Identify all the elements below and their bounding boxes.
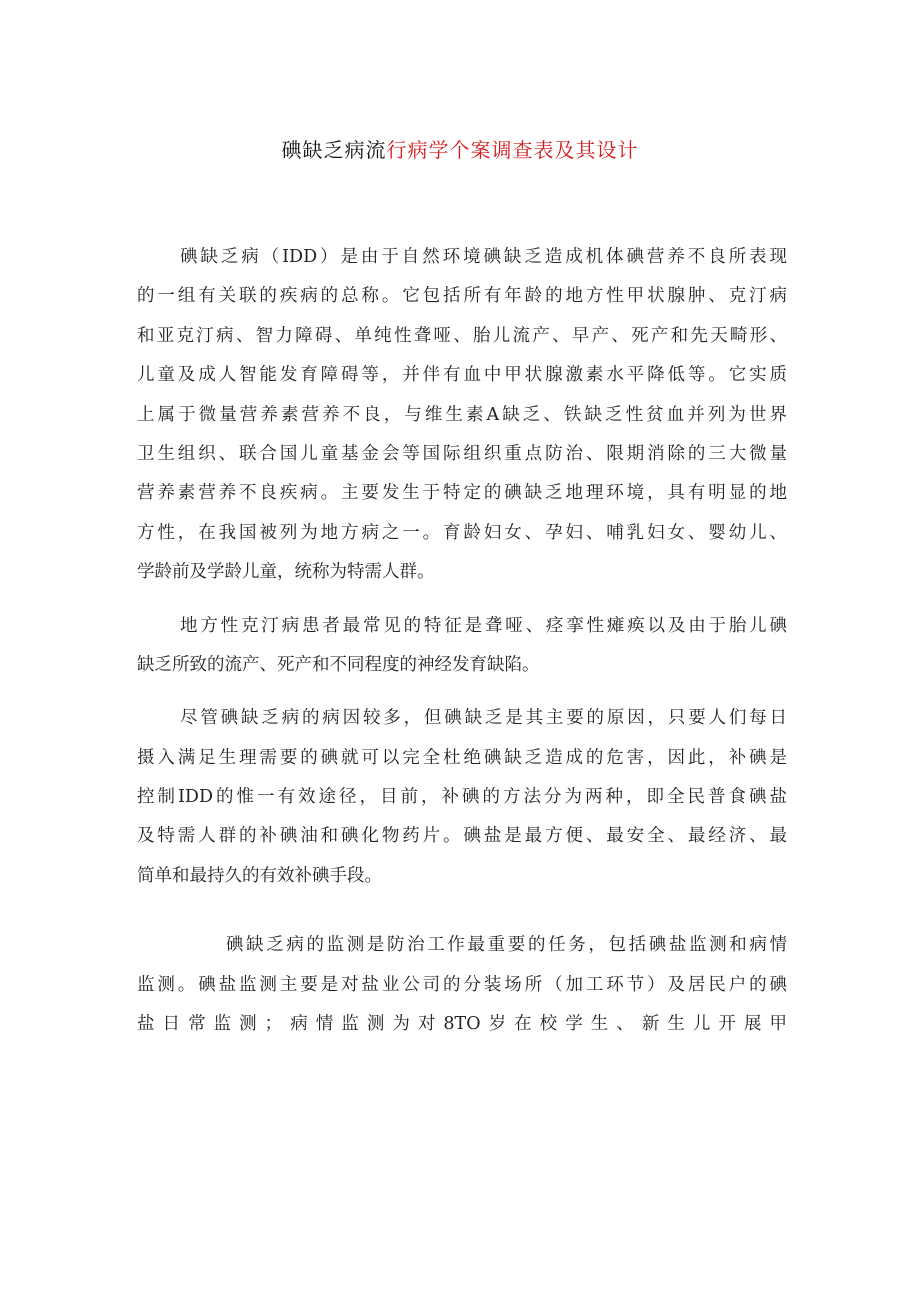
text-line: 控制IDD的惟一有效途径，目前，补碘的方法分为两种，即全民普食碘盐 xyxy=(137,787,787,808)
title-part-red: 行病学个案调查表及其设计 xyxy=(386,138,639,162)
text-line: 尽管碘缺乏病的病因较多，但碘缺乏是其主要的原因，只要人们每日 xyxy=(180,708,787,729)
text-line: 碘缺乏病的监测是防治工作最重要的任务，包括碘盐监测和病情 xyxy=(226,935,787,956)
title-part-black: 碘缺乏病流 xyxy=(281,138,387,162)
paragraph-gap xyxy=(137,685,787,699)
text-line: 摄入满足生理需要的碘就可以完全杜绝碘缺乏造成的危害，因此，补碘是 xyxy=(137,747,787,768)
text-line: 卫生组织、联合国儿童基金会等国际组织重点防治、限期消除的三大微量 xyxy=(137,443,787,464)
text-line: 地方性克汀病患者最常见的特征是聋哑、痉挛性瘫痪以及由于胎儿碘 xyxy=(180,615,787,636)
text-line: 上属于微量营养素营养不良，与维生素A缺乏、铁缺乏性贫血并列为世界 xyxy=(137,404,787,425)
text-line: 盐日常监测；病情监测为对8TO岁在校学生、新生儿开展甲 xyxy=(137,1014,787,1035)
paragraph-4 xyxy=(137,926,787,1044)
paragraph-1 xyxy=(137,238,787,593)
document-title xyxy=(0,134,920,163)
paragraph-gap xyxy=(137,593,787,607)
text-line: 和亚克汀病、智力障碍、单纯性聋哑、胎儿流产、早产、死产和先天畸形、 xyxy=(137,325,787,346)
text-line: 简单和最持久的有效补碘手段。 xyxy=(137,865,382,886)
paragraph-gap xyxy=(137,896,787,926)
text-line: 营养素营养不良疾病。主要发生于特定的碘缺乏地理环境，具有明显的地 xyxy=(137,483,787,504)
document-body xyxy=(137,238,787,1044)
text-line: 碘缺乏病（IDD）是由于自然环境碘缺乏造成机体碘营养不良所表现 xyxy=(180,247,787,267)
text-line: 学龄前及学龄儿童，统称为特需人群。 xyxy=(137,562,435,583)
paragraph-3 xyxy=(137,699,787,896)
text-line: 缺乏所致的流产、死产和不同程度的神经发育缺陷。 xyxy=(137,654,540,675)
paragraph-2 xyxy=(137,607,787,686)
text-line: 及特需人群的补碘油和碘化物药片。碘盐是最方便、最安全、最经济、最 xyxy=(137,826,787,847)
text-line: 的一组有关联的疾病的总称。它包括所有年龄的地方性甲状腺肿、克汀病 xyxy=(137,286,787,307)
text-line: 监测。碘盐监测主要是对盐业公司的分装场所（加工环节）及居民户的碘 xyxy=(137,974,787,995)
text-line: 儿童及成人智能发育障碍等，并伴有血中甲状腺激素水平降低等。它实质 xyxy=(137,365,787,386)
text-line: 方性，在我国被列为地方病之一。育龄妇女、孕妇、哺乳妇女、婴幼儿、 xyxy=(137,522,787,543)
